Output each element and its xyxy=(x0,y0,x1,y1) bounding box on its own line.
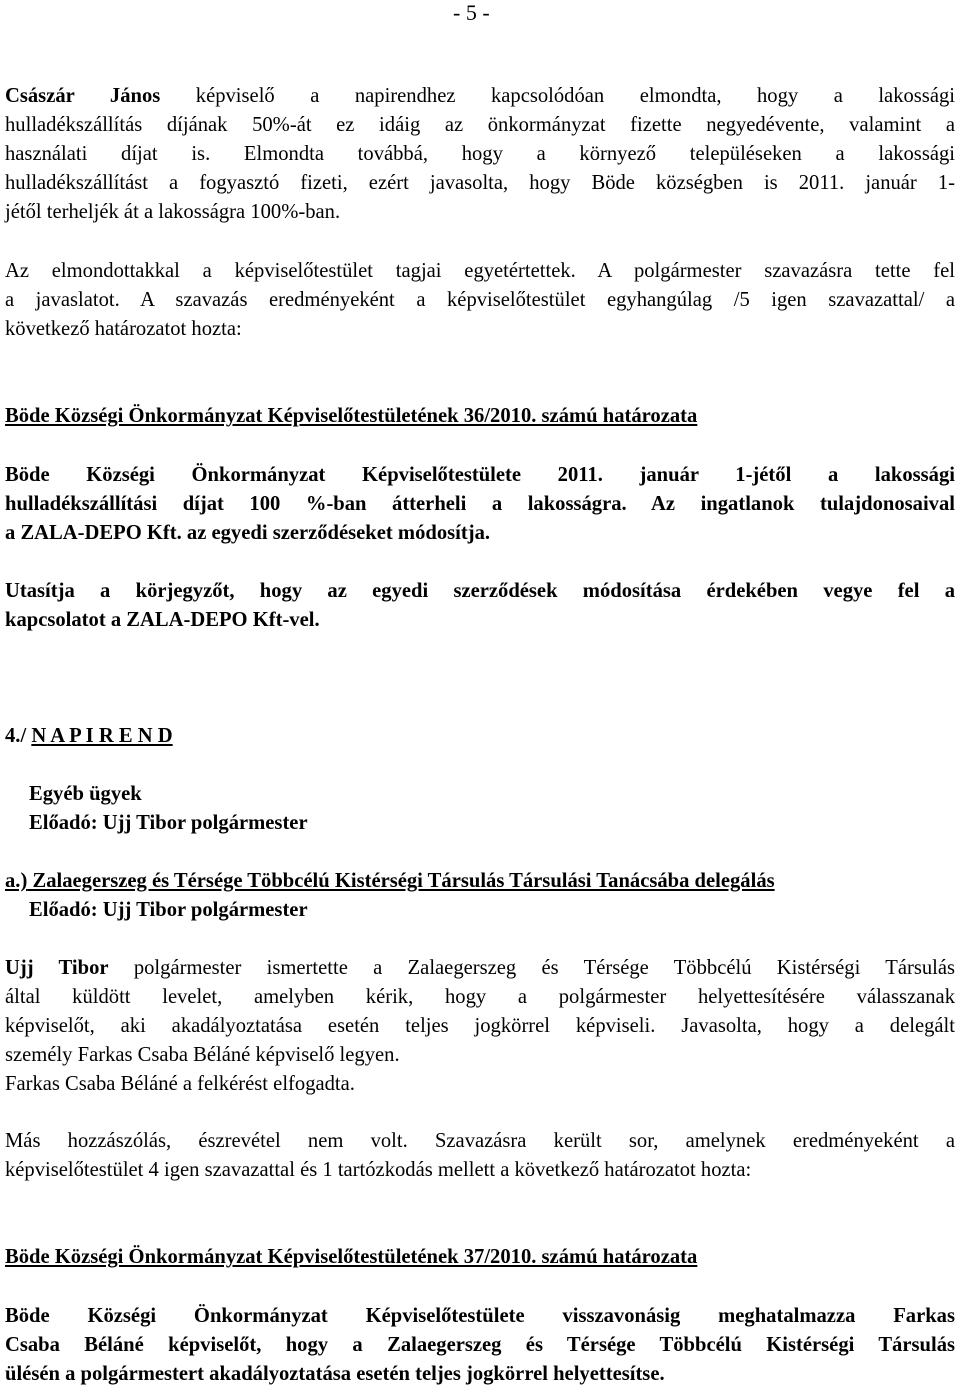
paragraph-vote-2 xyxy=(5,1127,955,1185)
item-a-presenter: Előadó: Ujj Tibor polgármester xyxy=(29,899,308,921)
resolution-36-instruction xyxy=(5,577,955,635)
agenda-number: 4./ xyxy=(5,725,27,747)
item-a-prefix: a.) xyxy=(5,870,28,892)
page-number: - 5 - xyxy=(453,0,490,25)
text-line: a javaslatot. A szavazás eredményeként a képviselőtestület egyhangúlag /5 igen szavazattal/ a xyxy=(5,289,955,311)
text-line: Más hozzászólás, észrevétel nem volt. Szavazásra került sor, amelynek eredményeként a xyxy=(5,1130,955,1152)
resolution-37-heading: Böde Községi Önkormányzat Képviselőtestületének 37/2010. számú határozata xyxy=(5,1246,698,1268)
agenda-heading xyxy=(5,722,173,751)
text-line: Az elmondottakkal a képviselőtestület tagjai egyetértettek. A polgármester szavazásra tette fel xyxy=(5,260,955,282)
text-line: hulladékszállítás díjának 50%-át ez idáig az önkormányzat fizette negyedévente, valamint a xyxy=(5,114,955,136)
text-line: a ZALA-DEPO Kft. az egyedi szerződéseket módosítja. xyxy=(5,522,491,544)
text-line: Ujj Tibor polgármester ismertette a Zalaegerszeg és Térsége Többcélú Kistérségi Társulás xyxy=(5,957,956,979)
resolution-36-body xyxy=(5,461,955,548)
text-line: Böde Községi Önkormányzat Képviselőtestülete visszavonásig meghatalmazza Farkas xyxy=(5,1305,955,1327)
text-line: hulladékszállítási díjat 100 %-ban átterheli a lakosságra. Az ingatlanok tulajdonosaival xyxy=(5,493,955,515)
item-a-title-text: Zalaegerszeg és Térsége Többcélú Kistérségi Társulás Társulási Tanácsába delegálás xyxy=(32,870,775,892)
paragraph-vote xyxy=(5,257,955,344)
text-line: hulladékszállítást a fogyasztó fizeti, ezért javasolta, hogy Böde községben is 2011. január 1- xyxy=(5,172,955,194)
text-line: Csaba Béláné képviselőt, hogy a Zalaegerszeg és Térsége Többcélú Kistérségi Társulás xyxy=(5,1334,955,1356)
paragraph-speaker-csaszar xyxy=(5,82,955,227)
text-line: használati díjat is. Elmondta továbbá, hogy a környező településeken a lakossági xyxy=(5,143,955,165)
agenda-presenter: Előadó: Ujj Tibor polgármester xyxy=(29,812,308,834)
text-line: képviselőtestület 4 igen szavazattal és 1 tartózkodás mellett a következő határozatot hozta: xyxy=(5,1159,752,1181)
resolution-37-body xyxy=(5,1302,955,1389)
text-line: ülésén a polgármestert akadályoztatása esetén teljes jogkörrel helyettesítse. xyxy=(5,1363,665,1385)
text-line: jétől terheljék át a lakosságra 100%-ban. xyxy=(5,201,341,223)
resolution-36-heading: Böde Községi Önkormányzat Képviselőtestületének 36/2010. számú határozata xyxy=(5,405,698,427)
text-line: Böde Községi Önkormányzat Képviselőtestülete 2011. január 1-jétől a lakossági xyxy=(5,464,955,486)
text-line: következő határozatot hozta: xyxy=(5,318,242,340)
text-line: Császár János képviselő a napirendhez kapcsolódóan elmondta, hogy a lakossági xyxy=(5,85,955,107)
speaker-name: Császár János xyxy=(5,85,161,107)
text-line: Farkas Csaba Béláné a felkérést elfogadta. xyxy=(5,1073,355,1095)
text-line: Utasítja a körjegyzőt, hogy az egyedi szerződések módosítása érdekében vegye fel a xyxy=(5,580,955,602)
text-line: képviselőt, aki akadályoztatása esetén teljes jogkörrel képviseli. Javasolta, hogy a delegált xyxy=(5,1015,955,1037)
text-line: kapcsolatot a ZALA-DEPO Kft-vel. xyxy=(5,609,320,631)
text-line: által küldött levelet, amelyben kérik, hogy a polgármester helyettesítésére válasszanak xyxy=(5,986,955,1008)
item-a-title xyxy=(5,867,775,896)
text-line: személy Farkas Csaba Béláné képviselő legyen. xyxy=(5,1044,400,1066)
agenda-label: N A P I R E N D xyxy=(31,725,173,747)
speaker-name: Ujj Tibor xyxy=(5,957,109,979)
agenda-topic: Egyéb ügyek xyxy=(29,783,142,805)
paragraph-speaker-ujj xyxy=(5,954,955,1099)
